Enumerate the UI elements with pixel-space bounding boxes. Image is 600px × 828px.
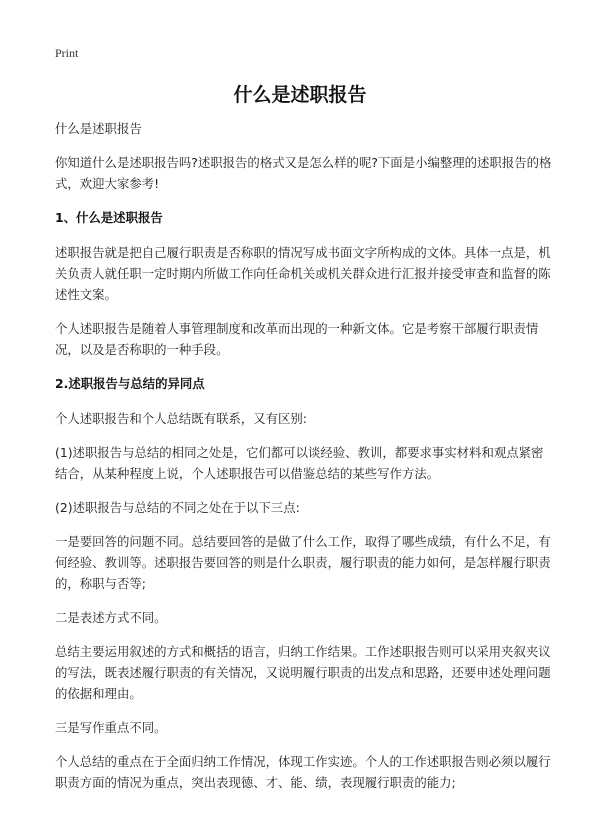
print-link[interactable]: Print: [55, 46, 79, 60]
article-paragraph: 三是写作重点不同。: [55, 720, 167, 735]
article-paragraph: 个人述职报告是随着人事管理制度和改革而出现的一种新文体。它是考察干部履行职责情况，以及是否称职的一种手段。: [55, 321, 539, 357]
page-title: 什么是述职报告: [233, 84, 367, 106]
article-paragraph: 二是表述方式不同。: [55, 610, 167, 625]
article-body: [55, 118, 555, 806]
article-paragraph: 个人总结的重点在于全面归纳工作情况，体现工作实迹。个人的工作述职报告则必须以履行职责方面的情况为重点，突出表现德、才、能、绩，表现履行职责的能力;: [55, 754, 551, 790]
article-paragraph: (2)述职报告与总结的不同之处在于以下三点:: [55, 500, 300, 515]
article-paragraph: 总结主要运用叙述的方式和概括的语言，归纳工作结果。工作述职报告则可以采用夹叙夹议的写法，既表述履行职责的有关情况，又说明履行职责的出发点和思路，还要申述处理问题的依据和理由。: [55, 644, 551, 701]
article-paragraph: 述职报告就是把自己履行职责是否称职的情况写成书面文字所构成的文体。具体一点是，机关负责人就任职一定时期内所做工作向任命机关或机关群众进行汇报并接受审查和监督的陈述性文案。: [55, 245, 551, 302]
section-heading: 1、什么是述职报告: [55, 210, 163, 225]
article-paragraph: 什么是述职报告: [55, 121, 142, 136]
article-paragraph: 个人述职报告和个人总结既有联系，又有区别:: [55, 411, 307, 426]
article-paragraph: 你知道什么是述职报告吗?述职报告的格式又是怎么样的呢?下面是小编整理的述职报告的格式，欢迎大家参考!: [55, 155, 552, 191]
article-paragraph: 一是要回答的问题不同。总结要回答的是做了什么工作，取得了哪些成绩，有什么不足，有何经验、教训等。述职报告要回答的则是什么职责，履行职责的能力如何，是怎样履行职责的，称职与否等;: [55, 534, 551, 591]
section-heading: 2.述职报告与总结的异同点: [55, 376, 205, 391]
article-paragraph: (1)述职报告与总结的相同之处是，它们都可以谈经验、教训，都要求事实材料和观点紧密结合，从某种程度上说，个人述职报告可以借鉴总结的某些写作方法。: [55, 445, 544, 481]
